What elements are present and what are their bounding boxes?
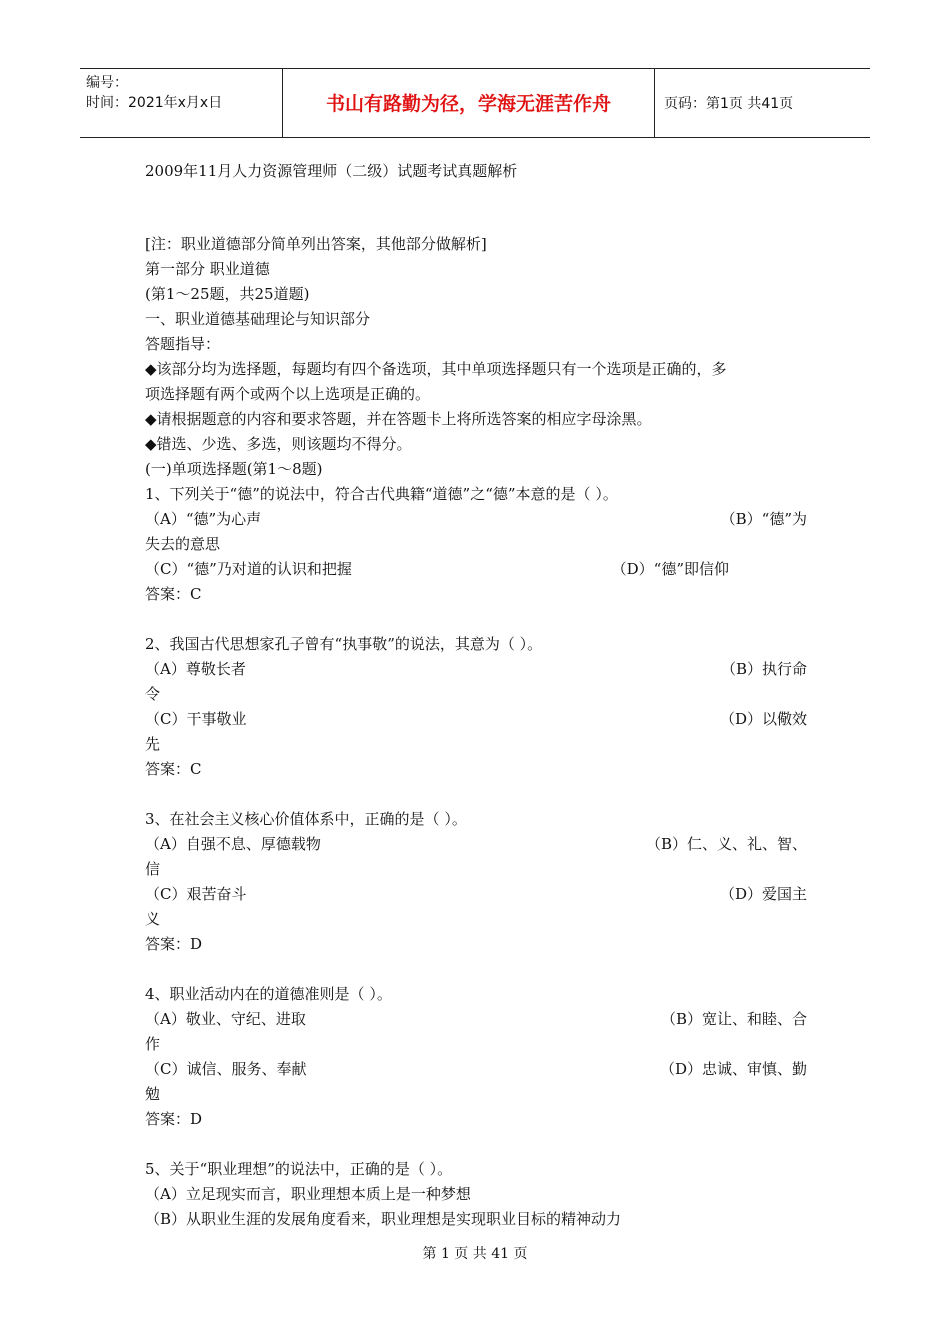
answer: 答案：D: [145, 935, 203, 953]
option-b: （B）仁、义、礼、智、: [645, 835, 807, 853]
number-label: 编号：: [86, 75, 128, 91]
option-continuation: 勉: [145, 1085, 161, 1103]
option-row: [145, 1057, 807, 1082]
intro-line: 第一部分 职业道德: [145, 260, 270, 278]
header-motto: 书山有路勤为径，学海无涯苦作舟: [325, 93, 611, 115]
document-title: 2009年11月人力资源管理师（二级）试题考试真题解析: [145, 162, 518, 180]
question-stem: 3、在社会主义核心价值体系中，正确的是（ ）。: [145, 810, 467, 828]
question-stem: 5、关于“职业理想”的说法中，正确的是（ ）。: [145, 1160, 453, 1178]
intro-line: ◆请根据题意的内容和要求答题，并在答题卡上将所选答案的相应字母涂黑。: [145, 410, 652, 428]
intro-line: 项选择题有两个或两个以上选项是正确的。: [145, 385, 431, 403]
option-row: [145, 657, 807, 682]
option-c: （C）干事敬业: [145, 710, 247, 728]
intro-line: 答题指导：: [145, 335, 221, 353]
option-continuation: 失去的意思: [145, 535, 221, 553]
intro-line: ◆该部分均为选择题，每题均有四个备选项，其中单项选择题只有一个选项是正确的，多: [145, 360, 727, 378]
question-stem: 1、下列关于“德”的说法中，符合古代典籍“道德”之“德”本意的是（ ）。: [145, 485, 618, 503]
option-c: （C）诚信、服务、奉献: [145, 1060, 307, 1078]
option-a: （A）敬业、守纪、进取: [145, 1010, 306, 1028]
question-stem: 2、我国古代思想家孔子曾有“执事敬”的说法，其意为（ ）。: [145, 635, 543, 653]
page-header: [80, 68, 870, 138]
document-body: [145, 232, 807, 1232]
option-row: [145, 832, 807, 857]
option-d: （D）忠诚、审慎、勤: [659, 1060, 807, 1078]
option-continuation: 先: [145, 735, 161, 753]
option-a: （A）自强不息、厚德载物: [145, 835, 321, 853]
option-d: （D）以儆效: [719, 710, 807, 728]
option-continuation: 作: [145, 1035, 161, 1053]
option-c: （C）艰苦奋斗: [145, 885, 247, 903]
option-a: （A）尊敬长者: [145, 660, 246, 678]
option-b: （B）宽让、和睦、合: [660, 1010, 807, 1028]
option-continuation: 义: [145, 910, 161, 928]
option-a: （A）立足现实而言，职业理想本质上是一种梦想: [145, 1185, 471, 1203]
option-d: （D）爱国主: [719, 885, 807, 903]
option-d: （D）“德”即信仰: [611, 560, 729, 578]
option-row: [145, 707, 807, 732]
option-c: （C）“德”乃对道的认识和把握: [145, 560, 352, 578]
option-row: [145, 1007, 807, 1032]
header-divider: [654, 69, 655, 137]
option-a: （A）“德”为心声: [145, 510, 262, 528]
answer: 答案：C: [145, 760, 202, 778]
intro-line: (第1～25题，共25道题): [145, 285, 310, 303]
intro-line: 一、职业道德基础理论与知识部分: [145, 310, 371, 328]
option-b: （B）从职业生涯的发展角度看来，职业理想是实现职业目标的精神动力: [145, 1210, 622, 1228]
header-page-info: 页码：第1页 共41页: [664, 96, 794, 112]
header-meta: [86, 73, 222, 113]
answer: 答案：C: [145, 585, 202, 603]
answer: 答案：D: [145, 1110, 203, 1128]
option-continuation: 信: [145, 860, 161, 878]
option-row: [145, 557, 807, 582]
intro-line: ◆错选、少选、多选，则该题均不得分。: [145, 435, 412, 453]
option-b: （B）“德”为: [720, 510, 807, 528]
intro-line: [注：职业道德部分简单列出答案，其他部分做解析]: [145, 235, 487, 253]
question-stem: 4、职业活动内在的道德准则是（ ）。: [145, 985, 392, 1003]
time-label: 时间：2021年x月x日: [86, 95, 223, 111]
intro-line: (一)单项选择题(第1～8题): [145, 460, 323, 478]
option-b: （B）执行命: [720, 660, 807, 678]
option-continuation: 令: [145, 685, 161, 703]
option-row: [145, 507, 807, 532]
option-row: [145, 882, 807, 907]
page-footer: 第 1 页 共 41 页: [422, 1246, 528, 1262]
